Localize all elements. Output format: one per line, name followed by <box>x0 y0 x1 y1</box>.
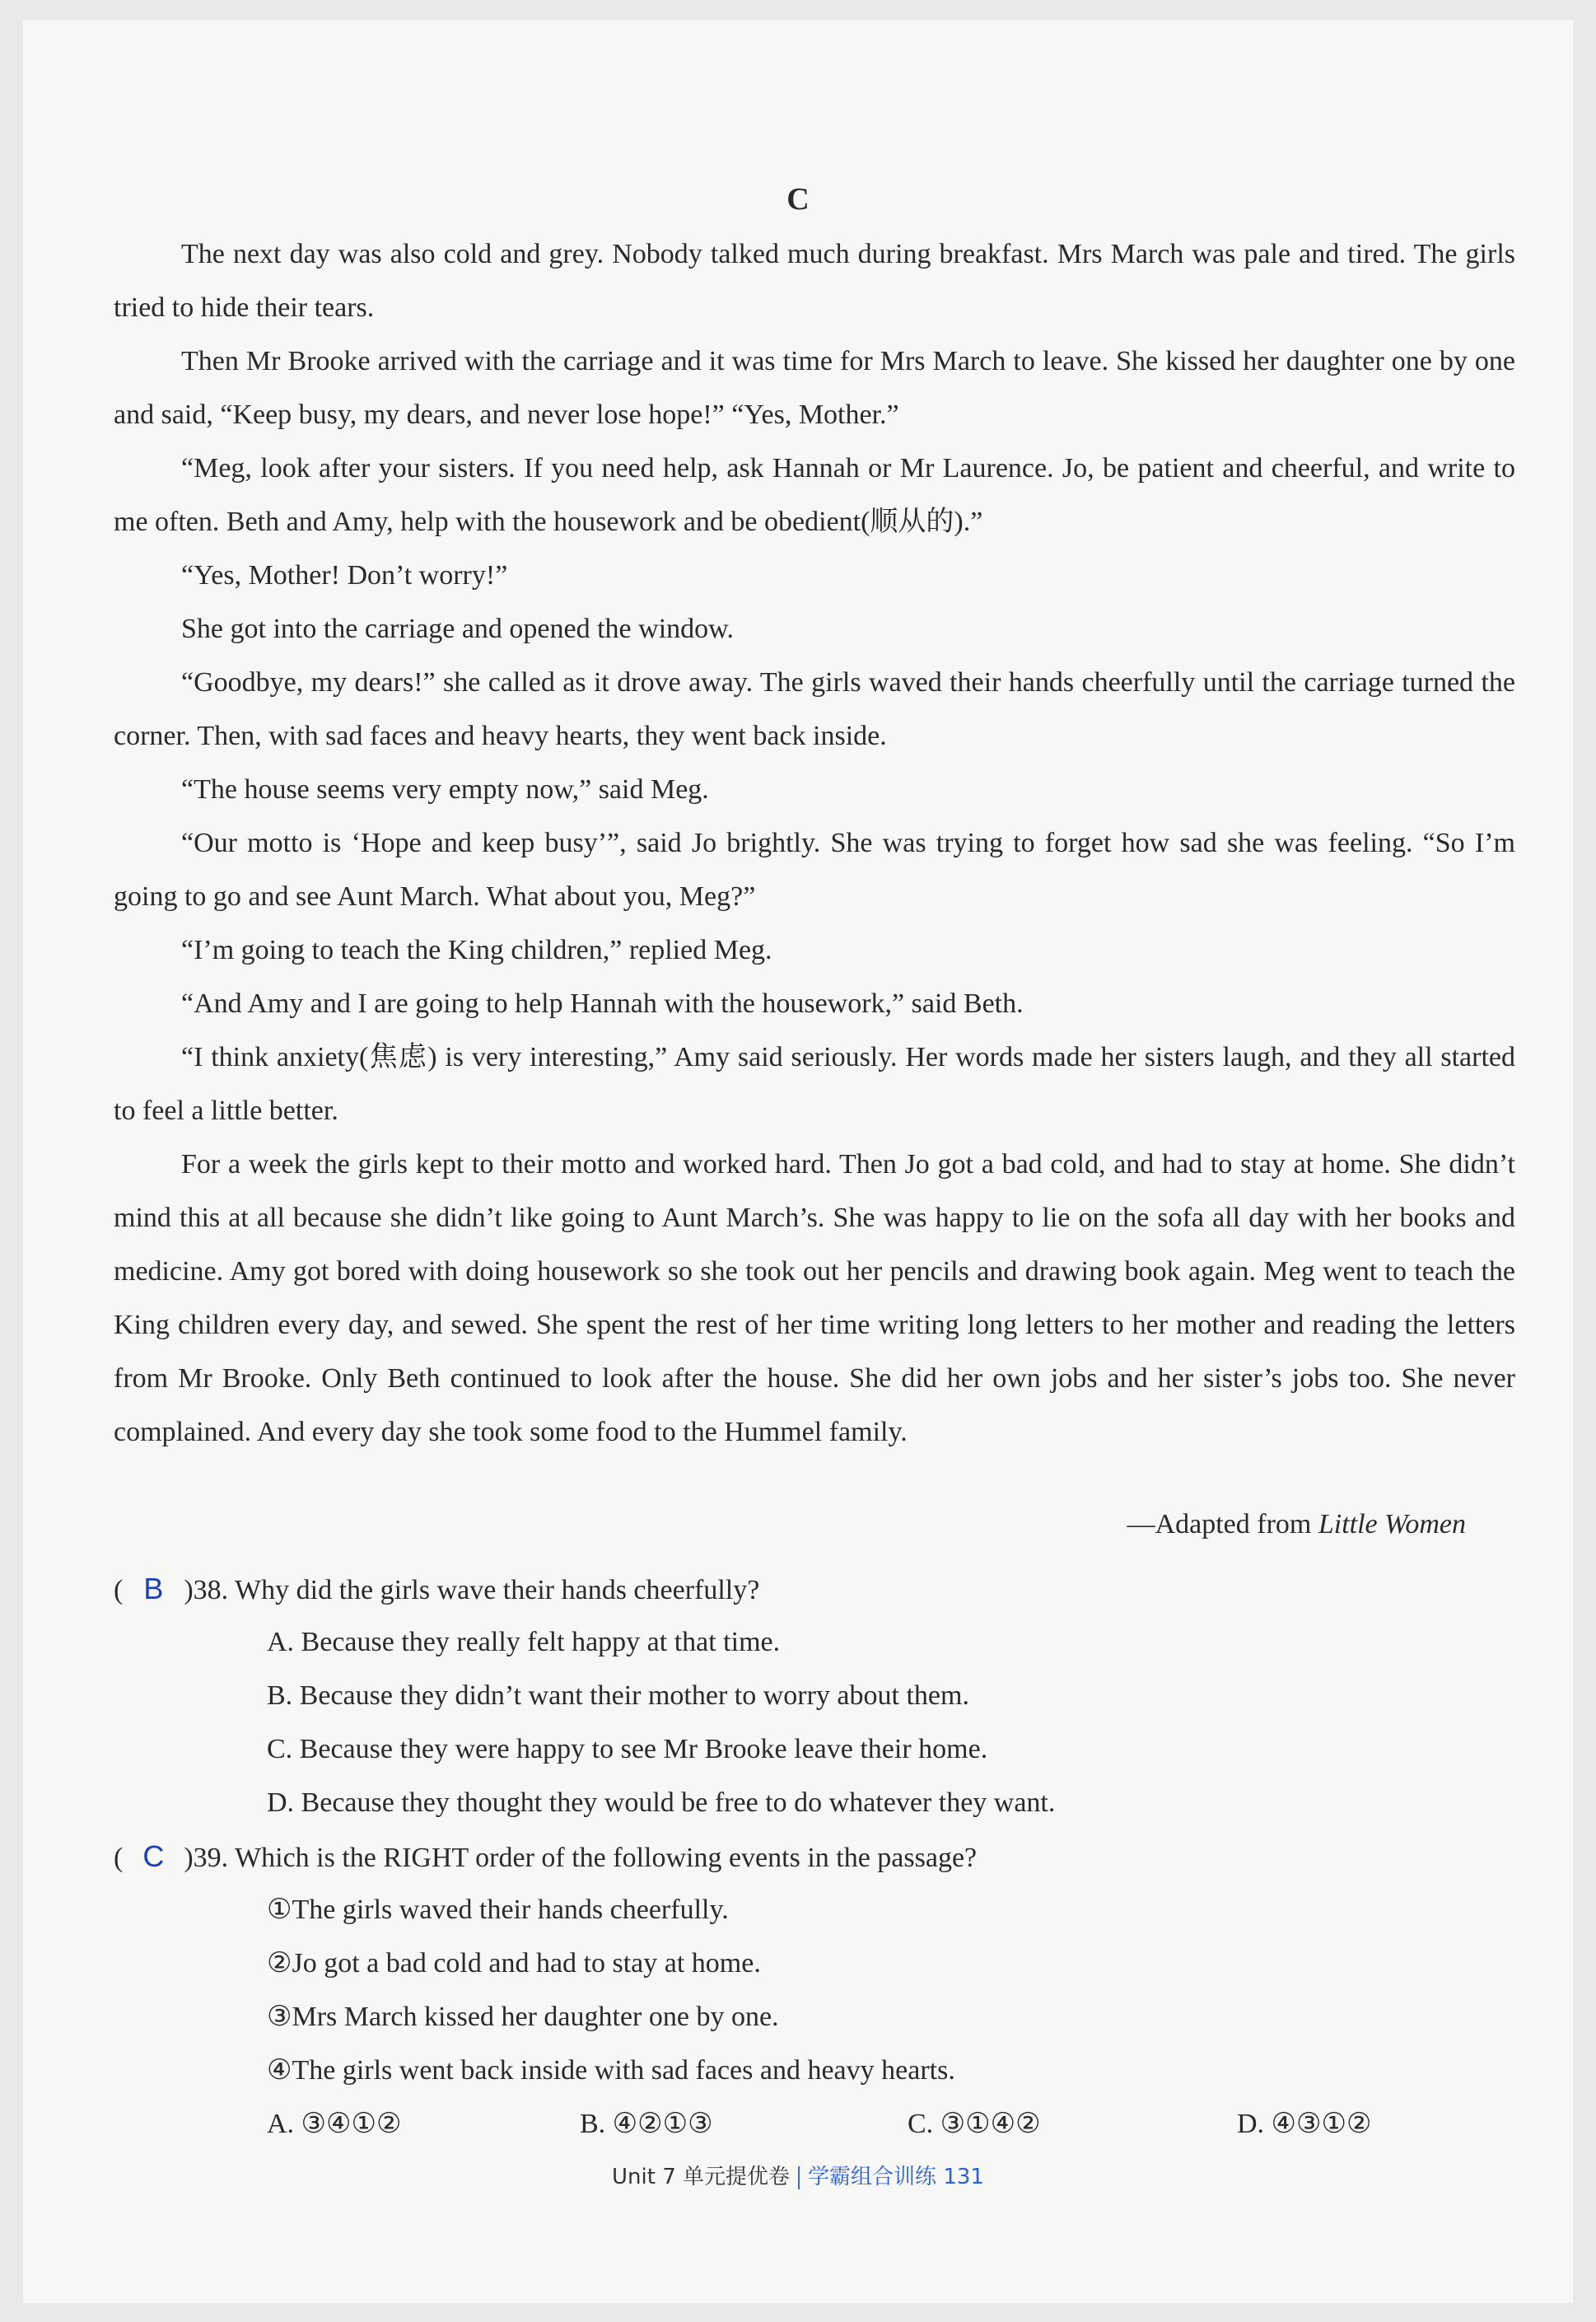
section-heading: C <box>786 182 810 217</box>
question-number-38: )38. <box>184 1575 229 1605</box>
page-footer <box>23 2160 1573 2190</box>
paragraph-9: “I’m going to teach the King children,” replied Meg. <box>181 935 772 965</box>
open-paren: ( <box>114 1575 124 1605</box>
option-39-d: D. ④③①② <box>1237 2109 1372 2139</box>
paragraph-12: For a week the girls kept to their motto and worked hard. Then Jo got a bad cold, and had to stay at home. She didn’t mind this at all because she didn’t like going to Aunt March’s. She was happy to lie on the sofa all day with her books and medicine. Amy got bored with doing housework so she took out her pencils and drawing book again. Meg went to teach the King children every day, and sewed. She spent the rest of her time writing long letters to her mother and reading the letters from Mr Brooke. Only Beth continued to look after the house. She did her own jobs and her sister’s jobs too. She never complained. And every day she took some food to the Hummel family. <box>114 1149 1515 1447</box>
option-39-b: B. ④②①③ <box>580 2109 713 2139</box>
paragraph-1: The next day was also cold and grey. Nobody talked much during breakfast. Mrs March was pale and tired. The girls tried to hide their tears. <box>114 239 1515 323</box>
option-38-a: A. Because they really felt happy at that time. <box>267 1627 781 1657</box>
paragraph-3: “Meg, look after your sisters. If you need help, ask Hannah or Mr Laurence. Jo, be patient and cheerful, and write to me often. Beth and Amy, help with the housework and be obedient(顺从的).” <box>114 453 1515 537</box>
question-number-39: )39. <box>184 1843 229 1873</box>
option-38-d: D. Because they thought they would be free to do whatever they want. <box>267 1787 1056 1818</box>
option-39-a: A. ③④①② <box>267 2109 402 2139</box>
page <box>23 20 1573 2303</box>
option-39-c: C. ③①④② <box>908 2109 1041 2139</box>
paragraph-8: “Our motto is ‘Hope and keep busy’”, said Jo brightly. She was trying to forget how sad she was feeling. “So I’m going to go and see Aunt March. What about you, Meg?” <box>114 828 1515 912</box>
source-title: Little Women <box>1318 1509 1466 1539</box>
footer-unit-label: Unit 7 单元提优卷 <box>612 2165 791 2189</box>
event-2: ②Jo got a bad cold and had to stay at home. <box>267 1948 761 1979</box>
answer-39: C <box>142 1839 165 1873</box>
source-prefix: —Adapted from <box>1127 1509 1318 1539</box>
paragraph-7: “The house seems very empty now,” said Meg. <box>181 774 709 805</box>
question-text-38: Why did the girls wave their hands cheerfully? <box>235 1575 760 1605</box>
open-paren: ( <box>114 1843 124 1873</box>
event-4: ④The girls went back inside with sad faces and heavy hearts. <box>267 2055 955 2086</box>
footer-brand: 学霸组合训练 <box>808 2165 937 2189</box>
event-3: ③Mrs March kissed her daughter one by one. <box>267 2002 779 2032</box>
question-39 <box>114 1829 977 1885</box>
paragraph-2: Then Mr Brooke arrived with the carriage and it was time for Mrs March to leave. She kissed her daughter one by one and said, “Keep busy, my dears, and never lose hope!” “Yes, Mother.” <box>114 346 1515 430</box>
question-text-39: Which is the RIGHT order of the following events in the passage? <box>235 1843 978 1873</box>
event-1: ①The girls waved their hands cheerfully. <box>267 1895 729 1925</box>
paragraph-11: “I think anxiety(焦虑) is very interesting,” Amy said seriously. Her words made her sisters laugh, and they all started to feel a little better. <box>114 1042 1515 1126</box>
paragraph-10: “And Amy and I are going to help Hannah with the housework,” said Beth. <box>181 988 1024 1019</box>
footer-divider <box>798 2166 800 2189</box>
question-38 <box>114 1562 759 1617</box>
source-citation <box>1127 1509 1466 1540</box>
answer-38: B <box>143 1572 164 1605</box>
paragraph-5: She got into the carriage and opened the window. <box>181 614 734 644</box>
option-38-b: B. Because they didn’t want their mother to worry about them. <box>267 1680 969 1711</box>
option-38-c: C. Because they were happy to see Mr Brooke leave their home. <box>267 1734 988 1764</box>
page-number: 131 <box>943 2165 984 2189</box>
paragraph-6: “Goodbye, my dears!” she called as it drove away. The girls waved their hands cheerfully until the carriage turned the corner. Then, with sad faces and heavy hearts, they went back inside. <box>114 667 1515 751</box>
paragraph-4: “Yes, Mother! Don’t worry!” <box>181 560 508 591</box>
